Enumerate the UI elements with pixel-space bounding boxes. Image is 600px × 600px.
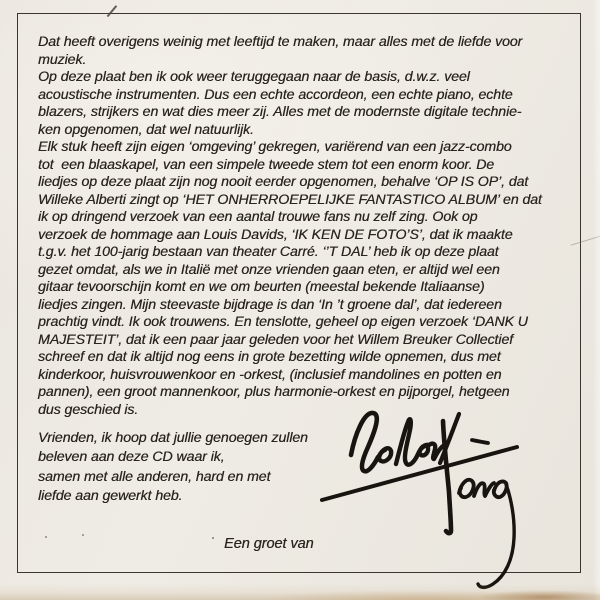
text-line: liedjes op deze plaat zijn nog nooit eerder opgenomen, behalve ‘OP IS OP’, dat <box>38 174 529 190</box>
dust-speck <box>45 536 47 538</box>
text-line: MAJESTEIT’, dat ik een paar jaar geleden voor het Willem Breuker Collectief <box>38 331 513 348</box>
text-line: Elk stuk heeft zijn eigen ‘omgeving’ gekregen, variërend van een jazz-combo <box>38 139 512 155</box>
text-line: beleven aan deze CD waar ik, <box>38 449 225 466</box>
text-line: Dat heeft overigens weinig met leeftijd te maken, maar alles met de liefde voor <box>38 34 523 50</box>
text-line: liefde aan gewerkt heb. <box>38 487 183 504</box>
text-line: Op deze plaat ben ik ook weer teruggegaan naar de basis, d.w.z. veel <box>38 69 470 85</box>
signature-stroke <box>351 413 378 471</box>
signature-stroke <box>474 483 494 496</box>
text-line: pannen), een groot mannenkoor, plus harmonie-orkest en pijporgel, hetgeen <box>38 384 510 400</box>
signature-stroke <box>378 448 391 461</box>
text-line: schreef en dat ik altijd nog eens in grote bezetting wilde opnemen, dus met <box>38 349 501 365</box>
text-line: ik op dringend verzoek van een aantal trouwe fans nu zelf zing. Ook op <box>38 209 478 225</box>
closing-text <box>38 429 368 506</box>
text-line: Willeke Alberti zingt op ‘HET ONHERROEPELIJKE FANTASTICO ALBUM’ en dat <box>38 191 542 208</box>
signature-stroke <box>459 480 474 497</box>
text-line: ken opgenomen, dat wel natuurlijk. <box>38 121 254 138</box>
text-line: tot een blaaskapel, van een simpele tweede stem tot een enorm koor. De <box>38 156 495 173</box>
signature-robert-long <box>330 400 600 600</box>
text-line: prachtig vindt. Ik ook trouwens. En tenslotte, geheel op eigen verzoek ‘DANK U <box>38 314 528 330</box>
liner-notes-text <box>38 34 574 419</box>
text-line: Vrienden, ik hoop dat jullie genoegen zullen <box>38 430 308 446</box>
scratch-artifact <box>571 235 600 245</box>
text-line: liedjes zingen. Mijn steevaste bijdrage is dan ‘In ’t groene dal’, dat iedereen <box>38 296 502 313</box>
text-line: t.g.v. het 100-jarig bestaan van theater Carré. ‘’T DAL’ heb ik op deze plaat <box>38 244 499 260</box>
text-line: muziek. <box>38 51 87 68</box>
text-line: gitaar tevoorschijn komt en we om beurten (meestal bekende Italiaanse) <box>38 279 485 295</box>
dust-speck <box>212 537 214 539</box>
signature-stroke <box>472 440 488 443</box>
signoff-text: Een groet van <box>224 536 314 552</box>
text-line: blazers, strijkers en wat dies meer zij. Alles met de modernste digitale technie- <box>38 104 522 120</box>
text-line: acoustische instrumenten. Dus een echte accordeon, een echte piano, echte <box>38 86 513 103</box>
signature-stroke <box>478 484 514 587</box>
text-line: dus geschied is. <box>38 401 139 418</box>
text-line: kinderkoor, huisvrouwenkoor en -orkest, (inclusief mandolines en potten en <box>38 366 502 383</box>
dust-speck <box>82 534 84 536</box>
print-tick-artifact <box>107 5 117 17</box>
text-line: gezet omdat, als we in Italië met onze vrienden gaan eten, er altijd wel een <box>38 261 500 278</box>
text-line: samen met alle anderen, hard en met <box>38 468 271 485</box>
text-line: verzoek de hommage aan Louis Davids, ‘IK KEN DE FOTO’S’, dat ik maakte <box>38 226 513 243</box>
signature-stroke <box>396 419 429 465</box>
